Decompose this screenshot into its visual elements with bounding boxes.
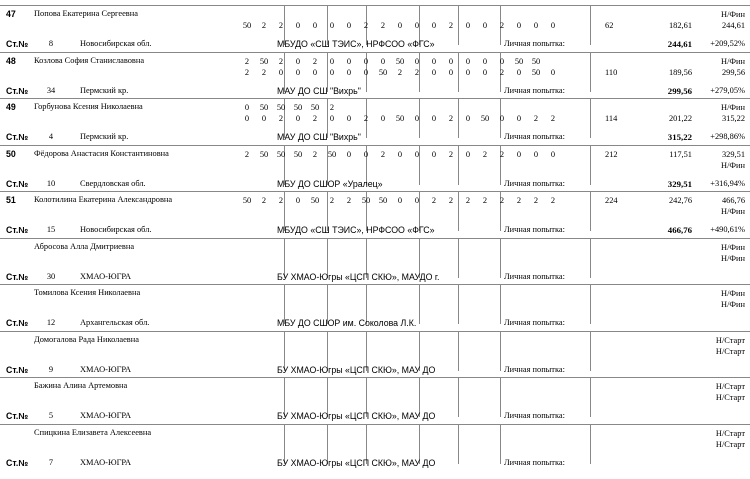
gate-mark: 50 [327,149,337,159]
gate-mark: 0 [397,149,403,159]
gate-mark: 0 [533,21,539,30]
gate-mark: 0 [329,21,335,30]
gate-mark: 0 [499,114,505,123]
row-result: Н/Старт [715,439,745,449]
region: ХМАО-ЮГРА [80,271,132,281]
gate-mark: 0 [295,196,301,205]
gate-mark: 0 [295,21,301,30]
club: БУ ХМАО-Югры «ЦСП СКЮ», МАУ ДО [277,457,436,468]
gate-mark: 50 [395,56,405,66]
personal-attempt-label: Личная попытка: [504,364,565,374]
row-time: 182,61 [668,21,692,30]
column-tick [458,238,459,278]
personal-attempt-label: Личная попытка: [504,411,565,420]
gate-mark: 50 [259,149,269,159]
athlete-place: 47 [6,9,16,19]
gate-mark: 2 [278,196,284,205]
gate-mark: 2 [380,21,386,30]
gate-mark: 2 [482,149,488,159]
athlete-name: Домогалова Рада Николаевна [34,334,139,344]
row-total: 110 [605,67,618,77]
gate-mark: 0 [312,67,318,77]
region: Новосибирская обл. [80,39,152,48]
gate-mark: 0 [380,114,386,123]
column-tick [590,52,591,92]
gate-mark: 50 [378,196,388,205]
row-result: Н/Старт [715,428,745,438]
column-tick [458,98,459,138]
personal-attempt-label: Личная попытка: [504,132,565,141]
gate-mark: 0 [346,56,352,66]
gate-mark: 0 [329,114,335,123]
gate-mark: 50 [242,21,252,30]
column-tick [500,238,501,278]
club: МБУДО «СШ ТЭИС», НРФСОО «ФГС» [277,225,435,235]
club: МБУ ДО СШОР им. Соколова Л.К. [277,318,417,328]
gate-mark: 2 [261,67,267,77]
gate-mark: 2 [550,196,556,205]
gate-mark: 2 [244,67,250,77]
column-tick [458,377,459,417]
block-separator [0,98,750,99]
personal-attempt-label: Личная попытка: [504,457,565,467]
start-number-label: Ст.№ [6,132,29,142]
gate-mark: 2 [499,21,505,30]
row-result: 329,51 [721,149,745,159]
gate-mark: 0 [465,149,471,159]
column-tick [590,5,591,45]
start-number: 15 [46,225,56,234]
region: ХМАО-ЮГРА [80,411,132,420]
start-number-label: Ст.№ [6,364,29,375]
column-tick [458,191,459,231]
gate-mark: 0 [295,56,301,66]
gate-mark: 0 [516,114,522,123]
row-result: Н/Фин [721,160,745,170]
region: ХМАО-ЮГРА [80,457,132,467]
column-tick [590,191,591,231]
gate-mark: 2 [448,21,454,30]
gate-mark: 0 [482,67,488,77]
gate-mark: 0 [414,21,420,30]
row-total: 212 [605,149,618,159]
gate-mark: 0 [465,67,471,77]
gate-mark: 50 [310,196,320,205]
row-result: 315,22 [721,114,745,123]
gate-mark: 50 [259,56,269,66]
start-number: 12 [46,318,56,327]
gate-mark: 0 [295,67,301,77]
gate-mark: 0 [329,67,335,77]
start-number-label: Ст.№ [6,271,29,282]
gate-mark: 2 [499,149,505,159]
gate-mark: 0 [465,114,471,123]
athlete-place: 48 [6,55,16,66]
athlete-name: Попова Екатерина Сергеевна [34,9,138,18]
gate-mark: 0 [363,67,369,77]
gate-mark: 2 [329,103,335,112]
gate-mark: 0 [431,114,437,123]
block-separator [0,331,750,332]
gate-mark: 2 [448,196,454,205]
row-total: 62 [605,21,614,30]
gate-mark: 50 [276,103,286,112]
block-separator [0,145,750,146]
gate-mark: 0 [295,114,301,123]
athlete-name: Горбунова Ксения Николаевна [34,102,143,111]
start-number-label: Ст.№ [6,39,29,49]
club: МБУДО «СШ ТЭИС», НРФСОО «ФГС» [277,39,435,49]
start-number: 4 [48,132,54,141]
row-result: Н/Фин [721,10,745,19]
row-time: 242,76 [668,196,692,205]
gate-mark: 2 [261,196,267,205]
column-tick [590,331,591,371]
gate-mark: 0 [261,114,267,123]
column-tick [500,377,501,417]
row-time: 189,56 [668,67,692,77]
gate-mark: 0 [550,21,556,30]
row-result: Н/Старт [715,346,745,356]
row-result: Н/Фин [721,207,745,216]
gate-mark: 2 [397,67,403,77]
row-result: 244,61 [721,21,745,30]
start-number: 9 [48,364,54,374]
gate-mark: 0 [465,21,471,30]
column-tick [590,424,591,464]
gate-mark: 2 [533,196,539,205]
gate-mark: 50 [531,67,541,77]
column-tick [590,377,591,417]
column-tick [458,5,459,45]
athlete-name: Спицкина Елизавета Алексеевна [34,427,152,437]
row-result: 299,56 [721,67,745,77]
gate-mark: 2 [244,56,250,66]
gate-mark: 2 [346,196,352,205]
gate-mark: 2 [278,114,284,123]
best-result: 299,56 [667,85,692,96]
gate-mark: 2 [380,149,386,159]
column-tick [458,424,459,464]
row-time: 201,22 [668,114,692,123]
athlete-place: 49 [6,102,16,112]
gate-mark: 0 [346,114,352,123]
row-result: Н/Старт [715,335,745,345]
column-tick [590,98,591,138]
start-number-label: Ст.№ [6,85,29,96]
column-tick [458,331,459,371]
gate-mark: 0 [465,56,471,66]
club: МАУ ДО СШ "Вихрь" [277,132,361,142]
gate-mark: 2 [499,196,505,205]
gate-mark: 50 [514,56,524,66]
start-number: 10 [46,178,56,188]
gate-mark: 2 [329,196,335,205]
gate-mark: 0 [397,196,403,205]
gate-mark: 0 [431,21,437,30]
gate-mark: 2 [465,196,471,205]
gate-mark: 50 [395,114,405,123]
gate-mark: 0 [499,56,505,66]
gate-mark: 2 [312,114,318,123]
percent-behind: +490,61% [710,225,745,234]
personal-attempt-label: Личная попытка: [504,225,565,234]
column-tick [590,238,591,278]
athlete-name: Томилова Ксения Николаевна [34,288,141,297]
gate-mark: 2 [363,21,369,30]
column-tick [500,424,501,464]
percent-behind: +316,94% [710,178,745,188]
gate-mark: 2 [448,114,454,123]
gate-mark: 50 [480,114,490,123]
row-result: Н/Фин [721,103,745,112]
gate-mark: 2 [414,67,420,77]
gate-mark: 0 [380,56,386,66]
start-number: 7 [48,457,54,467]
row-result: Н/Фин [721,289,745,298]
gate-mark: 2 [261,21,267,30]
athlete-name: Козлова София Станиславовна [34,55,145,65]
region: Архангельская обл. [80,318,150,327]
region: Свердловская обл. [80,178,146,188]
column-tick [458,284,459,324]
gate-mark: 0 [550,67,556,77]
gate-mark: 2 [482,196,488,205]
row-result: Н/Фин [721,300,745,309]
club: БУ ХМАО-Югры «ЦСП СКЮ», МАУДО г. [277,271,440,282]
club: БУ ХМАО-Югры «ЦСП СКЮ», МАУ ДО [277,411,436,421]
block-separator [0,424,750,425]
column-tick [500,331,501,371]
gate-mark: 50 [378,67,388,77]
block-separator [0,238,750,239]
start-number-label: Ст.№ [6,457,29,468]
region: ХМАО-ЮГРА [80,364,132,374]
gate-mark: 0 [448,67,454,77]
block-separator [0,377,750,378]
athlete-name: Колотилина Екатерина Александровна [34,195,173,204]
gate-mark: 0 [329,56,335,66]
gate-mark: 2 [533,114,539,123]
personal-attempt-label: Личная попытка: [504,85,565,95]
block-separator [0,191,750,192]
start-number-label: Ст.№ [6,178,29,189]
gate-mark: 0 [431,149,437,159]
gate-mark: 0 [346,21,352,30]
gate-mark: 0 [244,114,250,123]
club: БУ ХМАО-Югры «ЦСП СКЮ», МАУ ДО [277,364,436,375]
athlete-place: 50 [6,148,16,159]
start-number: 34 [46,85,56,95]
gate-mark: 2 [550,114,556,123]
gate-mark: 2 [431,196,437,205]
block-separator [0,284,750,285]
gate-mark: 2 [499,67,505,77]
gate-mark: 0 [414,114,420,123]
gate-mark: 0 [244,103,250,112]
gate-mark: 50 [242,196,252,205]
personal-attempt-label: Личная попытка: [504,271,565,281]
gate-mark: 0 [414,56,420,66]
gate-mark: 50 [293,149,303,159]
gate-mark: 50 [276,149,286,159]
row-result: Н/Фин [721,242,745,252]
gate-mark: 2 [448,149,454,159]
column-tick [590,145,591,185]
column-tick [419,284,420,324]
gate-mark: 0 [278,67,284,77]
athlete-name: Фёдорова Анастасия Константиновна [34,148,169,158]
region: Новосибирская обл. [80,225,152,234]
row-total: 224 [605,196,618,205]
gate-mark: 0 [431,56,437,66]
gate-mark: 0 [312,21,318,30]
gate-mark: 2 [363,114,369,123]
gate-mark: 0 [533,149,539,159]
gate-mark: 0 [363,149,369,159]
gate-mark: 0 [363,56,369,66]
gate-mark: 0 [346,67,352,77]
gate-mark: 0 [346,149,352,159]
row-result: Н/Фин [721,253,745,263]
best-result: 315,22 [667,132,692,142]
start-number: 5 [48,411,54,420]
percent-behind: +279,05% [710,85,745,95]
region: Пермский кр. [80,132,129,141]
start-number-label: Ст.№ [6,225,29,235]
gate-mark: 2 [278,56,284,66]
best-result: 244,61 [667,39,692,49]
gate-mark: 2 [516,196,522,205]
club: МБУ ДО СШОР «Уралец» [277,178,383,189]
personal-attempt-label: Личная попытка: [504,178,565,188]
block-separator [0,5,750,6]
gate-mark: 50 [293,103,303,112]
row-result: Н/Старт [715,382,745,391]
gate-mark: 0 [431,67,437,77]
gate-mark: 0 [482,56,488,66]
row-result: Н/Фин [721,56,745,66]
athlete-place: 51 [6,195,16,205]
gate-mark: 0 [414,149,420,159]
column-tick [500,284,501,324]
gate-mark: 0 [448,56,454,66]
gate-mark: 50 [259,103,269,112]
column-tick [590,284,591,324]
start-number: 30 [46,271,56,281]
gate-mark: 0 [482,21,488,30]
gate-mark: 0 [516,149,522,159]
gate-mark: 2 [312,56,318,66]
gate-mark: 2 [244,149,250,159]
gate-mark: 0 [516,21,522,30]
column-tick [458,52,459,92]
gate-mark: 50 [531,56,541,66]
personal-attempt-label: Личная попытка: [504,318,565,327]
club: МАУ ДО СШ "Вихрь" [277,85,361,96]
gate-mark: 50 [361,196,371,205]
gate-mark: 0 [550,149,556,159]
percent-behind: +209,52% [710,39,745,48]
region: Пермский кр. [80,85,129,95]
gate-mark: 50 [310,103,320,112]
best-result: 466,76 [667,225,692,235]
gate-mark: 0 [397,21,403,30]
athlete-name: Бажина Алина Артемовна [34,381,128,390]
start-number: 8 [48,39,54,48]
start-number-label: Ст.№ [6,411,29,421]
row-total: 114 [605,114,618,123]
percent-behind: +298,86% [710,132,745,141]
column-tick [458,145,459,185]
gate-mark: 2 [312,149,318,159]
personal-attempt-label: Личная попытка: [504,39,565,48]
row-result: Н/Старт [715,393,745,402]
row-result: 466,76 [721,196,745,205]
start-number-label: Ст.№ [6,318,29,328]
gate-mark: 2 [278,21,284,30]
best-result: 329,51 [667,178,692,189]
gate-mark: 0 [516,67,522,77]
gate-mark: 0 [414,196,420,205]
row-time: 117,51 [669,149,692,159]
block-separator [0,52,750,53]
athlete-name: Абросова Алла Дмитриевна [34,241,135,251]
